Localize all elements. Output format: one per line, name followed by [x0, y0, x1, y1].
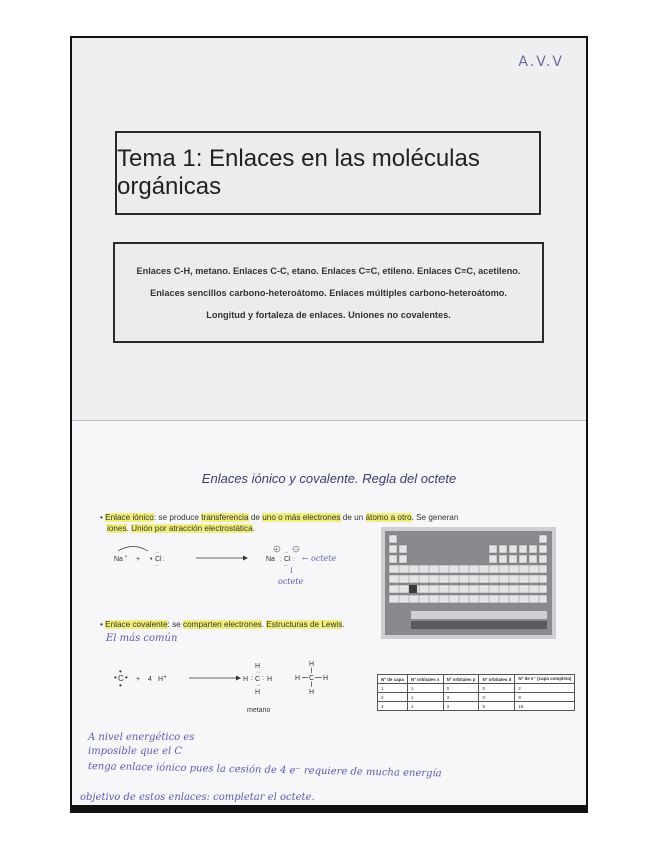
cl-ion: Cl [284, 556, 291, 563]
author-initials: A.V.V [518, 54, 564, 70]
topic-line: Longitud y fortaleza de enlaces. Uniones no covalentes. [206, 309, 451, 320]
table-row: 3 1 3 5 18 [378, 702, 575, 711]
svg-text:•: • [119, 681, 122, 690]
topic-line: Enlaces C-H, metano. Enlaces C-C, etano. Enlaces C=C, etileno. Enlaces C≡C, acetileno. [136, 265, 521, 276]
svg-text::: : [251, 675, 253, 682]
orbital-table [377, 674, 575, 711]
svg-text::: : [262, 675, 264, 682]
svg-text:H: H [295, 675, 301, 682]
table-row: 1 1 0 0 2 [378, 684, 575, 693]
svg-text:··: ·· [284, 563, 288, 569]
svg-text:+: + [136, 676, 141, 683]
document-page [70, 36, 588, 812]
handwritten-note: tenga enlace iónico pues la cesión de 4 e⁻ requiere de mucha energía [87, 761, 442, 780]
svg-text:•: • [114, 673, 117, 682]
coefficient: 4 [148, 676, 152, 683]
ionic-term: Enlace iónico [105, 513, 154, 522]
carbon-atom: C [118, 674, 124, 683]
covalent-term: Enlace covalente [105, 620, 168, 629]
topic-line: Enlaces sencillos carbono-heteroátomo. Enlaces múltiples carbono-heteroátomo. [150, 287, 507, 298]
page-title: Tema 1: Enlaces en las moléculas orgánicas [115, 131, 541, 215]
topics-box [113, 242, 544, 343]
svg-text:+: + [275, 547, 278, 553]
svg-text:↓: ↓ [288, 566, 295, 575]
octete-note: octete [278, 577, 304, 586]
handwritten-note: imposible que el C [88, 746, 183, 757]
svg-text:H: H [309, 689, 315, 696]
table-row: 2 1 3 0 8 [378, 693, 575, 702]
svg-text:−: − [294, 547, 299, 553]
ionic-reaction-scheme [108, 539, 348, 599]
svg-text:C: C [309, 675, 315, 682]
methane-structural-formula [295, 661, 328, 696]
svg-text:•: • [125, 554, 127, 560]
covalent-bond-bullet: • Enlace covalente: se comparten electrones. Estructuras de Lewis. [100, 620, 345, 629]
cl-atom: Cl [155, 556, 162, 563]
methane-lewis-structure [243, 663, 272, 696]
svg-text:H: H [323, 675, 329, 682]
svg-text:H: H [243, 676, 249, 683]
svg-text:•: • [164, 675, 167, 681]
svg-text:··: ·· [256, 682, 261, 689]
svg-text:H: H [255, 663, 261, 670]
svg-text:··: ·· [284, 550, 288, 556]
svg-text:H: H [267, 676, 273, 683]
title-slide [72, 38, 586, 420]
ionic-bond-bullet: • Enlace iónico: se produce transferencia de uno o más electrones de un átomo a otro. Se generan iones. Unión por atracción electrostática. [100, 513, 459, 533]
svg-text:•: • [125, 673, 128, 682]
svg-text:C: C [255, 676, 261, 683]
svg-text:··: ·· [256, 669, 261, 676]
content-slide [72, 421, 586, 811]
svg-text:··: ·· [155, 563, 159, 569]
svg-text:•: • [119, 667, 122, 676]
octete-note: octete [311, 554, 337, 563]
svg-text::: : [280, 557, 282, 563]
handwritten-note: A nivel energético es [88, 732, 195, 743]
svg-text:H: H [255, 689, 261, 696]
periodic-table-image [381, 527, 556, 639]
page-bottom-edge [70, 805, 588, 813]
na-atom: Na [114, 556, 123, 563]
handwritten-note: objetivo de estos enlaces: completar el octete. [80, 792, 315, 803]
svg-text:←: ← [302, 554, 309, 563]
hydrogen-atom: H [158, 676, 164, 683]
methane-label: metano [247, 707, 271, 714]
section-title: Enlaces iónico y covalente. Regla del octete [201, 471, 457, 486]
svg-text:•: • [150, 556, 153, 563]
table-header-row: Nº de capa Nº orbitales s Nº orbitales p Nº orbitales d Nº de e⁻ (capa completa) [378, 675, 575, 684]
svg-text::: : [163, 557, 165, 563]
na-ion: Na [266, 556, 275, 563]
svg-text::: : [293, 557, 295, 563]
handwritten-note: El más común [106, 633, 178, 644]
covalent-reaction-scheme [108, 646, 368, 728]
photo-background [0, 0, 655, 36]
plus-sign: + [136, 556, 141, 563]
electron-transfer-arrow [118, 547, 148, 552]
svg-text:H: H [309, 661, 315, 668]
svg-text:··: ·· [155, 550, 159, 556]
